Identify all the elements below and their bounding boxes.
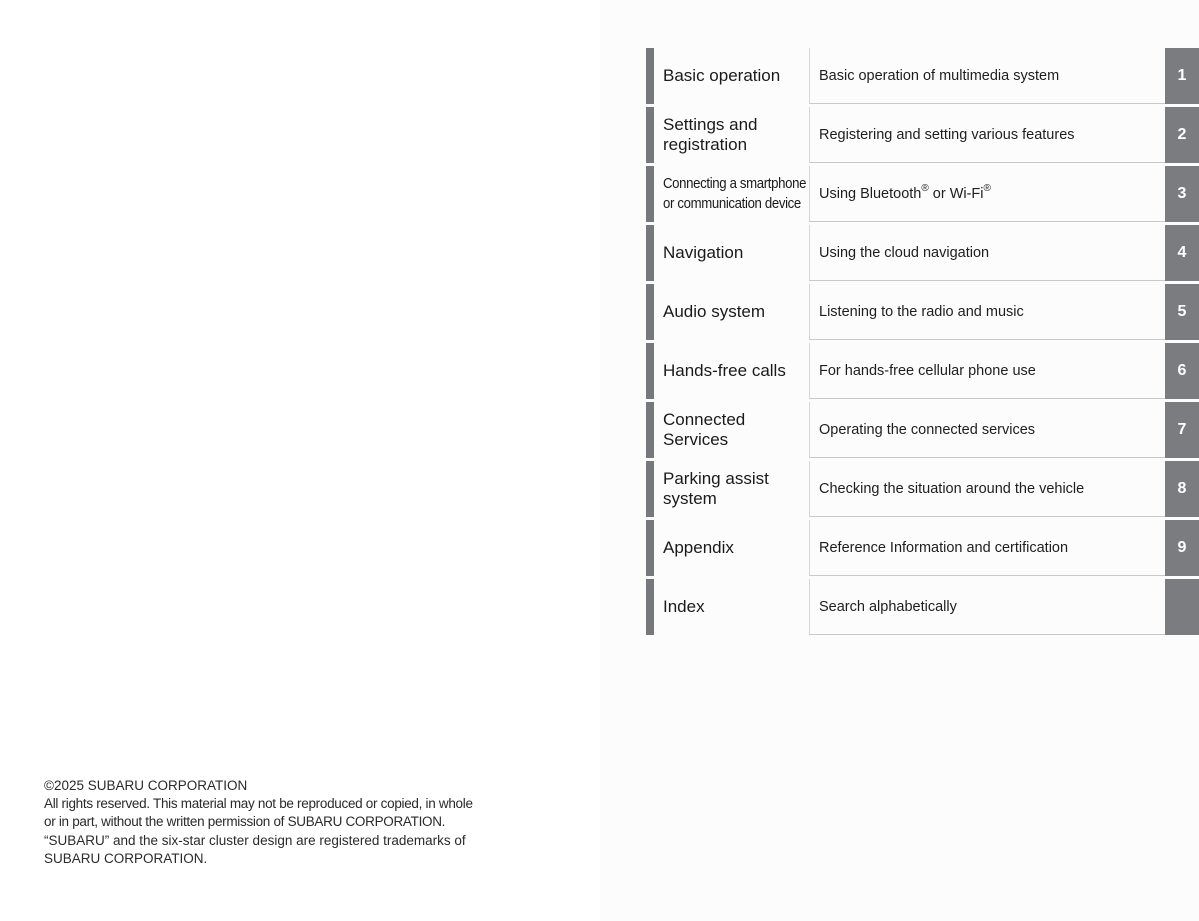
section-bar xyxy=(646,343,654,399)
section-title: Index xyxy=(663,597,705,616)
section-title: Hands-free calls xyxy=(663,361,786,380)
section-description: Operating the connected services xyxy=(809,402,1165,458)
section-description: Listening to the radio and music xyxy=(809,284,1165,340)
toc-row-connecting[interactable] xyxy=(646,166,1199,222)
chapter-tab[interactable]: 5 xyxy=(1165,284,1199,340)
toc-row-navigation[interactable] xyxy=(646,225,1199,281)
chapter-tab[interactable]: 2 xyxy=(1165,107,1199,163)
chapter-tab[interactable]: 3 xyxy=(1165,166,1199,222)
section-description: Using the cloud navigation xyxy=(809,225,1165,281)
section-bar xyxy=(646,48,654,104)
section-description: Basic operation of multimedia system xyxy=(809,48,1165,104)
description-text: or Wi-Fi xyxy=(928,185,984,202)
copyright-line: or in part, without the written permission of SUBARU CORPORATION. xyxy=(44,814,446,830)
section-bar xyxy=(646,461,654,517)
section-bar xyxy=(646,166,654,222)
registered-mark: ® xyxy=(983,182,991,194)
chapter-tab[interactable]: 6 xyxy=(1165,343,1199,399)
copyright-line: All rights reserved. This material may not be reproduced or copied, in whole xyxy=(44,796,473,812)
chapter-tab[interactable]: 8 xyxy=(1165,461,1199,517)
section-description: Checking the situation around the vehicle xyxy=(809,461,1165,517)
section-title: Navigation xyxy=(663,243,744,262)
chapter-tab[interactable]: 1 xyxy=(1165,48,1199,104)
section-bar xyxy=(646,284,654,340)
toc-row-connected-services[interactable] xyxy=(646,402,1199,458)
toc-row-hands-free[interactable] xyxy=(646,343,1199,399)
toc-row-basic-operation[interactable] xyxy=(646,48,1199,104)
section-description: Registering and setting various features xyxy=(809,107,1165,163)
section-description: For hands-free cellular phone use xyxy=(809,343,1165,399)
section-description: Reference Information and certification xyxy=(809,520,1165,576)
section-title xyxy=(663,461,813,517)
section-bar xyxy=(646,107,654,163)
chapter-tab[interactable]: 7 xyxy=(1165,402,1199,458)
copyright-line: “SUBARU” and the six-star cluster design are registered trademarks of xyxy=(44,832,466,848)
section-title xyxy=(663,166,813,222)
section-title xyxy=(663,402,813,458)
section-title-line: Connected Services xyxy=(663,410,746,449)
section-bar xyxy=(646,520,654,576)
section-title-line: Parking assist system xyxy=(663,469,769,508)
toc-row-parking-assist[interactable] xyxy=(646,461,1199,517)
chapter-tab[interactable]: 4 xyxy=(1165,225,1199,281)
section-description: Search alphabetically xyxy=(809,579,1165,635)
section-title: Basic operation xyxy=(663,66,781,85)
section-description xyxy=(809,166,1165,222)
toc-row-settings[interactable] xyxy=(646,107,1199,163)
section-bar xyxy=(646,402,654,458)
section-bar xyxy=(646,225,654,281)
description-text: Using Bluetooth xyxy=(819,185,922,202)
toc-row-audio[interactable] xyxy=(646,284,1199,340)
copyright-notice xyxy=(44,777,484,868)
section-bar xyxy=(646,579,654,635)
copyright-line: SUBARU CORPORATION. xyxy=(44,850,208,866)
section-title: Appendix xyxy=(663,538,734,557)
chapter-tab[interactable]: 9 xyxy=(1165,520,1199,576)
section-title-line: Settings and registration xyxy=(663,115,758,154)
section-title: Audio system xyxy=(663,302,766,321)
section-title xyxy=(663,107,813,163)
copyright-line: ©2025 SUBARU CORPORATION xyxy=(44,778,248,793)
registered-mark: ® xyxy=(921,182,929,194)
section-title-line: Connecting a smartphone or communication device xyxy=(663,175,807,212)
toc-row-appendix[interactable] xyxy=(646,520,1199,576)
chapter-tab[interactable] xyxy=(1165,579,1199,635)
toc-row-index[interactable] xyxy=(646,579,1199,635)
